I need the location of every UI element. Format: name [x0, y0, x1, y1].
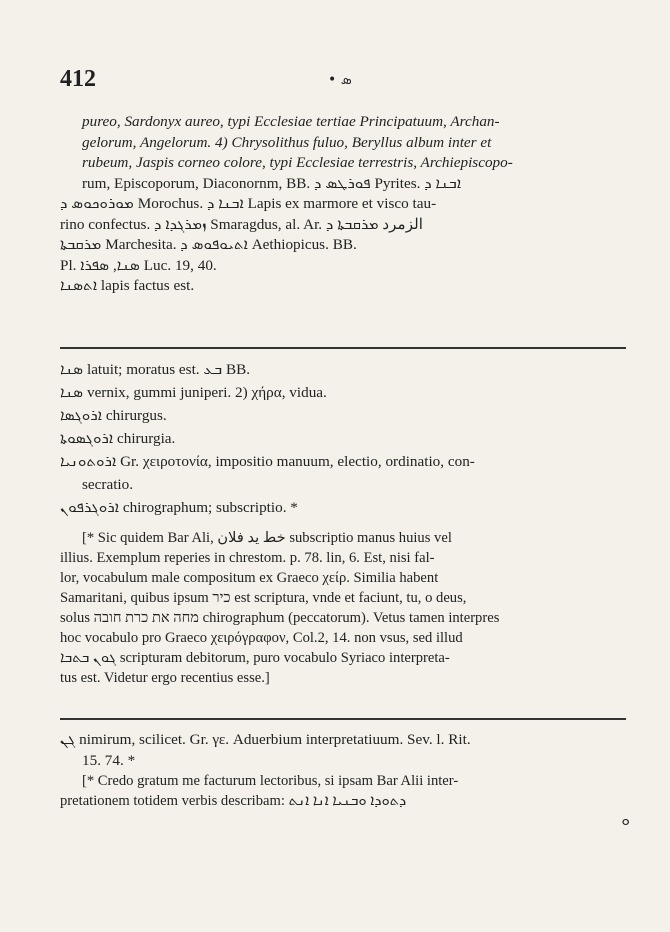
- text-line: ܐܪܘܓܣܘܬܐ chirurgia.: [60, 430, 176, 447]
- section-divider: [60, 718, 626, 720]
- text-line: ܐܬܣܢܐ lapis factus est.: [60, 277, 195, 294]
- note-line: ܓܘܢ ܒܬܒܐ scripturam debitorum, puro vocabulo Syriaco interpreta-: [60, 650, 450, 666]
- text-line: ܣܢܐ vernix, gummi juniperi. 2) χήρα, vidua.: [60, 384, 327, 401]
- lexicon-block-2: [60, 358, 630, 519]
- text-line: rino confectus. ܙܡܪܓܕܐ ܕ Smaragdus, al. Ar. الزمرد ܡܪܩܒܬܐ ܕ: [60, 215, 423, 233]
- lexicon-block-1: [60, 112, 630, 297]
- text-line: 15. 74. *: [82, 751, 136, 769]
- text-line: ܓܢ nimirum, scilicet. Gr. γε. Aduerbium interpretatiuum. Sev. l. Rit.: [60, 731, 471, 748]
- text-line: rum, Episcoporum, Diaconornm, BB. ܦܘܪܛܣ ܕ Pyrites. ܐܒܢܐ ܕ: [82, 174, 462, 192]
- text-line: Pl. ܣܢܐ, ܣܦܪܐ Luc. 19, 40.: [60, 256, 217, 274]
- footnote-block-1: [60, 528, 630, 688]
- text-line: ܐܪܘܓܪܦܘܢ chirographum; subscriptio. *: [60, 499, 298, 516]
- page-header: [60, 66, 630, 96]
- note-line: Samaritani, quibus ipsum כיר est scriptura, vnde et faciunt, tu, o deus,: [60, 590, 467, 606]
- catchword: ܘ: [621, 812, 630, 829]
- text-line: pureo, Sardonyx aureo, typi Ecclesiae tertiae Principatuum, Archan-: [82, 113, 500, 130]
- text-line: ܡܘܪܘܟܘܣ ܕ Morochus. ܐܒܢܐ ܕ Lapis ex marmore et visco tau-: [60, 195, 437, 212]
- text-line: ܣܢܐ latuit; moratus est. ܒܥ BB.: [60, 361, 250, 378]
- note-line: [* Sic quidem Bar Ali, خط يد فلان subscriptio manus huius vel: [82, 530, 452, 546]
- section-divider: [60, 347, 626, 349]
- note-line: hoc vocabulo pro Graeco χειρόγραφον, Col.2, 14. non vsus, sed illud: [60, 630, 463, 646]
- note-line: illius. Exemplum reperies in chrestom. p. 78. lin, 6. Est, nisi fal-: [60, 550, 435, 566]
- note-line: pretationem totidem verbis describam: ܕܬܘܕܐ ܘܒܢܝܐ ܐܢܐ ܐܢܬ: [60, 793, 407, 809]
- page-number: 412: [60, 66, 96, 92]
- note-line: lor, vocabulum male compositum ex Graeco χείρ. Similia habent: [60, 570, 439, 586]
- text-line: ܐܪܘܬܘܢܝܐ Gr. χειροτονία, impositio manuum, electio, ordinatio, con-: [60, 453, 475, 470]
- lexicon-block-3: [60, 730, 630, 832]
- text-line: rubeum, Jaspis corneo colore, typi Ecclesiae terrestris, Archiepiscopo-: [82, 154, 513, 171]
- text-line: ܡܪܩܒܬܐ Marchesita. ܐܬܝܘܦܘܣ ܕ Aethiopicus. BB.: [60, 236, 357, 253]
- text-line: ܐܪܘܓܣܐ chirurgus.: [60, 407, 167, 424]
- text-line: secratio.: [82, 476, 134, 493]
- note-line: [* Credo gratum me facturum lectoribus, si ipsam Bar Alii inter-: [82, 773, 459, 789]
- note-line: tus est. Videtur ergo recentius esse.]: [60, 670, 270, 686]
- signature-mark: • ܣ: [328, 72, 352, 88]
- text-line: gelorum, Angelorum. 4) Chrysolithus fuluo, Beryllus album inter et: [82, 133, 492, 151]
- note-line: solus מחה את כרת חובה chirographum (peccatorum). Vetus tamen interpres: [60, 610, 500, 626]
